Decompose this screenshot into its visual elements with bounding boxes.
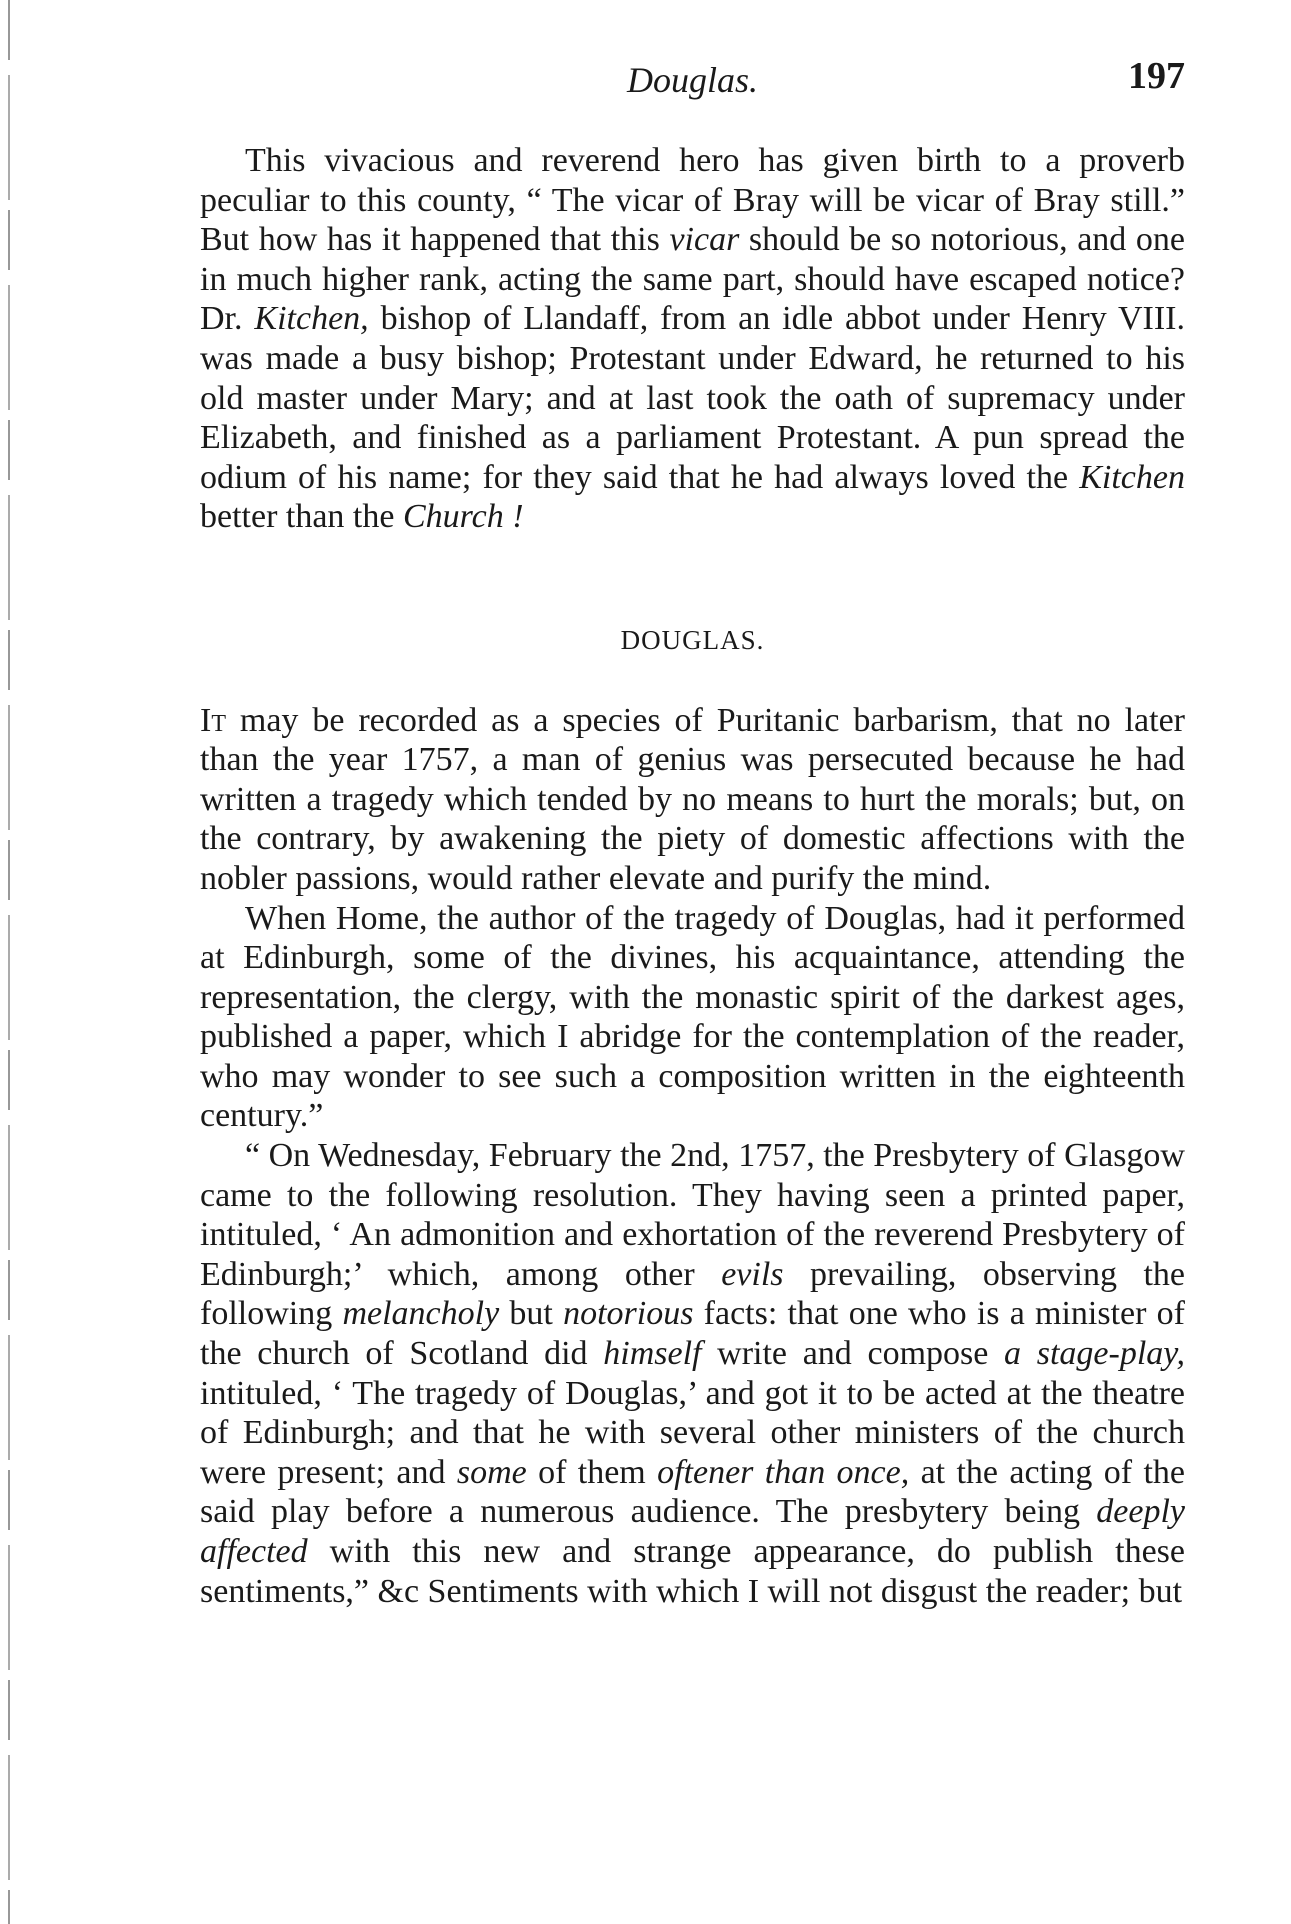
italic-vicar: vicar [669,221,740,259]
italic-church: Church ! [402,498,524,536]
book-page [200,55,1185,1611]
page-header [200,55,1185,115]
lead-word: It [200,701,226,739]
italic-kitchen: Kitchen, [254,300,369,338]
section-heading: DOUGLAS. [620,624,765,655]
paragraph-vicar-of-bray: This vivacious and reverend hero has given birth to a proverb peculiar to this county, “ The vicar of Bray will be vicar of Bray still.” But how has it happened that this vicar should be so notorious, and one in much higher rank, acting the same part, should have escaped notice? Dr. Kitchen, bishop of Llandaff, from an idle abbot under Henry VIII. was made a busy bishop; Protestant under Edward, he returned to his old master under Mary; and at last took the oath of supremacy under Elizabeth, and finished as a parliament Protestant. A pun spread the odium of his name; for they said that he had always loved the Kitchen better than the Church ! [200,142,1186,536]
paragraph-home-tragedy: When Home, the author of the tragedy of Douglas, had it performed at Edinburgh, some of the divines, his acquaintance, attending the representation, the clergy, with the monastic spirit of the darkest ages, published a paper, which I abridge for the contemplation of the reader, who may wonder to see such a composition written in the eighteenth century.” [200,899,1185,1135]
paragraph-presbytery-resolution: “ On Wednesday, February the 2nd, 1757, the Presbytery of Glasgow came to the following resolution. They having seen a printed paper, intituled, ‘ An admonition and exhortation of the reverend Presbytery of Edinburgh;’ which, among other evils prevailing, observing the following melancholy but notorious facts: that one who is a minister of the church of Scotland did himself write and compose a stage-play, intituled, ‘ The tragedy of Douglas,’ and got it to be acted at the theatre of Edinburgh; and that he with several other ministers of the church were present; and some of them oftener than once, at the acting of the said play before a numerous audience. The presbytery being deeply affected with this new and strange appearance, do publish these sentiments,” &c Sentiments with which I will not disgust the reader; but [200,1137,1186,1610]
running-title: Douglas. [626,60,758,100]
page-edge-scan-line [8,0,10,1924]
page-number: 197 [1128,55,1185,97]
paragraph-puritanic-barbarism: It may be recorded as a species of Puritanic barbarism, that no later than the year 1757, a man of genius was persecuted because he had written a tragedy which tended by no means to hurt the morals; but, on the contrary, by awakening the piety of domestic affections with the nobler passions, would rather elevate and purify the mind. [200,701,1185,897]
italic-kitchen-pun: Kitchen [1079,458,1185,496]
